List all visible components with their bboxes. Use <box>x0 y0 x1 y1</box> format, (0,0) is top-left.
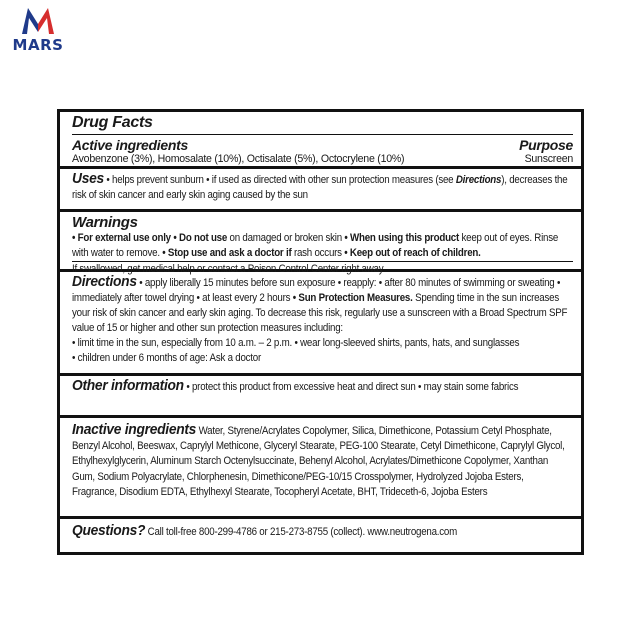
uses-section <box>60 169 581 212</box>
other-info-text <box>72 378 570 395</box>
inactive-section <box>60 418 581 519</box>
inactive-text <box>72 422 570 500</box>
active-header-row <box>72 137 573 153</box>
directions-limit: • limit time in the sun, especially from 10 a.m. – 2 p.m. • wear long-sleeved shirts, pants, hats, and sunglasses <box>72 337 520 349</box>
warning-eyes: keep out of eyes. Rinse with water to remove. <box>72 232 559 259</box>
questions-text <box>72 523 570 540</box>
uses-directions-ref: Directions <box>455 174 502 186</box>
other-info-body: • protect this product from excessive heat and direct sun • may stain some fabrics <box>183 381 519 393</box>
warnings-swallowed: If swallowed, get medical help or contact a Poison Control Center right away <box>72 263 384 275</box>
questions-body: Call toll-free 800-299-4786 or 215-273-8755 (collect). www.neutrogena.com <box>145 526 457 538</box>
inactive-body: Water, Styrene/Acrylates Copolymer, Silica, Dimethicone, Potassium Cetyl Phosphate, Benzyl Alcohol, Beeswax, Caprylyl Methicone, Glyceryl Stearate, PEG-100 Stearate, Cetyl Dimethicone, Caprylyl Glycol, Ethylhexylglycerin, Aluminum Starch Octenylsuccinate, Behenyl Alcohol, Acrylates/Dimethicone Copolymer, Xanthan Gum, Sodium Polyacrylate, Chlorphenesin, Dimethicone/PEG-10/15 Crosspolymer, Hydrolyzed Jojoba Esters, Fragrance, Disodium EDTA, Ethylhexyl Stearate, Tocopheryl Acetate, BHT, Trideceth-6, Jojoba Esters <box>72 425 565 498</box>
warning-rash: rash occurs <box>291 247 345 259</box>
warning-when-using: • When using this product <box>344 232 460 244</box>
questions-heading: Questions? <box>72 522 146 539</box>
mars-logo-m-icon <box>20 6 56 36</box>
directions-section <box>60 272 581 376</box>
directions-children: • children under 6 months of age: Ask a doctor <box>72 352 261 364</box>
inactive-heading: Inactive ingredients <box>72 421 197 438</box>
active-ingredients-text: Avobenzone (3%), Homosalate (10%), Octisalate (5%), Octocrylene (10%) <box>72 153 405 165</box>
active-row <box>72 153 573 165</box>
title-section <box>60 112 581 169</box>
warnings-text <box>72 231 570 261</box>
uses-heading: Uses <box>72 170 104 187</box>
directions-heading: Directions <box>72 273 137 290</box>
questions-section <box>60 519 581 549</box>
directions-apply: • apply liberally 15 minutes before sun exposure • reapply: • after 80 minutes of swimming or sweating • immediately after towel drying • at least every 2 hours <box>72 277 561 304</box>
directions-risk: Spending time in the sun increases your risk of skin cancer and early skin aging. To decrease this risk, regularly use a sunscreen with a Broad Spectrum SPF value of 15 or higher and other sun protection measures including: <box>72 292 568 334</box>
drug-facts-title: Drug Facts <box>72 114 153 131</box>
other-info-section <box>60 376 581 418</box>
directions-sun-protection: • Sun Protection Measures. <box>292 292 413 304</box>
logo-text: MARS <box>12 36 64 54</box>
drug-facts-panel <box>57 109 584 555</box>
warning-stop-use: • Stop use and ask a doctor if <box>162 247 292 259</box>
purpose-text: Sunscreen <box>524 153 573 165</box>
warnings-section <box>60 212 581 275</box>
title-rule <box>72 134 573 135</box>
active-ingredients-heading: Active ingredients <box>72 137 188 153</box>
uses-text-2: ), decreases the risk of skin cancer and early skin aging caused by the sun <box>72 174 568 201</box>
purpose-heading: Purpose <box>519 137 573 153</box>
warning-do-not-use: • Do not use <box>170 232 228 244</box>
mars-logo <box>6 6 70 54</box>
warning-external-use: • For external use only <box>72 232 171 244</box>
warnings-heading: Warnings <box>72 214 138 231</box>
warning-broken-skin: on damaged or broken skin <box>227 232 345 244</box>
directions-text <box>72 274 570 336</box>
other-info-heading: Other information <box>72 377 184 394</box>
uses-text <box>72 171 570 203</box>
warning-children: • Keep out of reach of children. <box>344 247 481 259</box>
uses-text-1: • helps prevent sunburn • if used as directed with other sun protection measures (see <box>103 174 456 186</box>
